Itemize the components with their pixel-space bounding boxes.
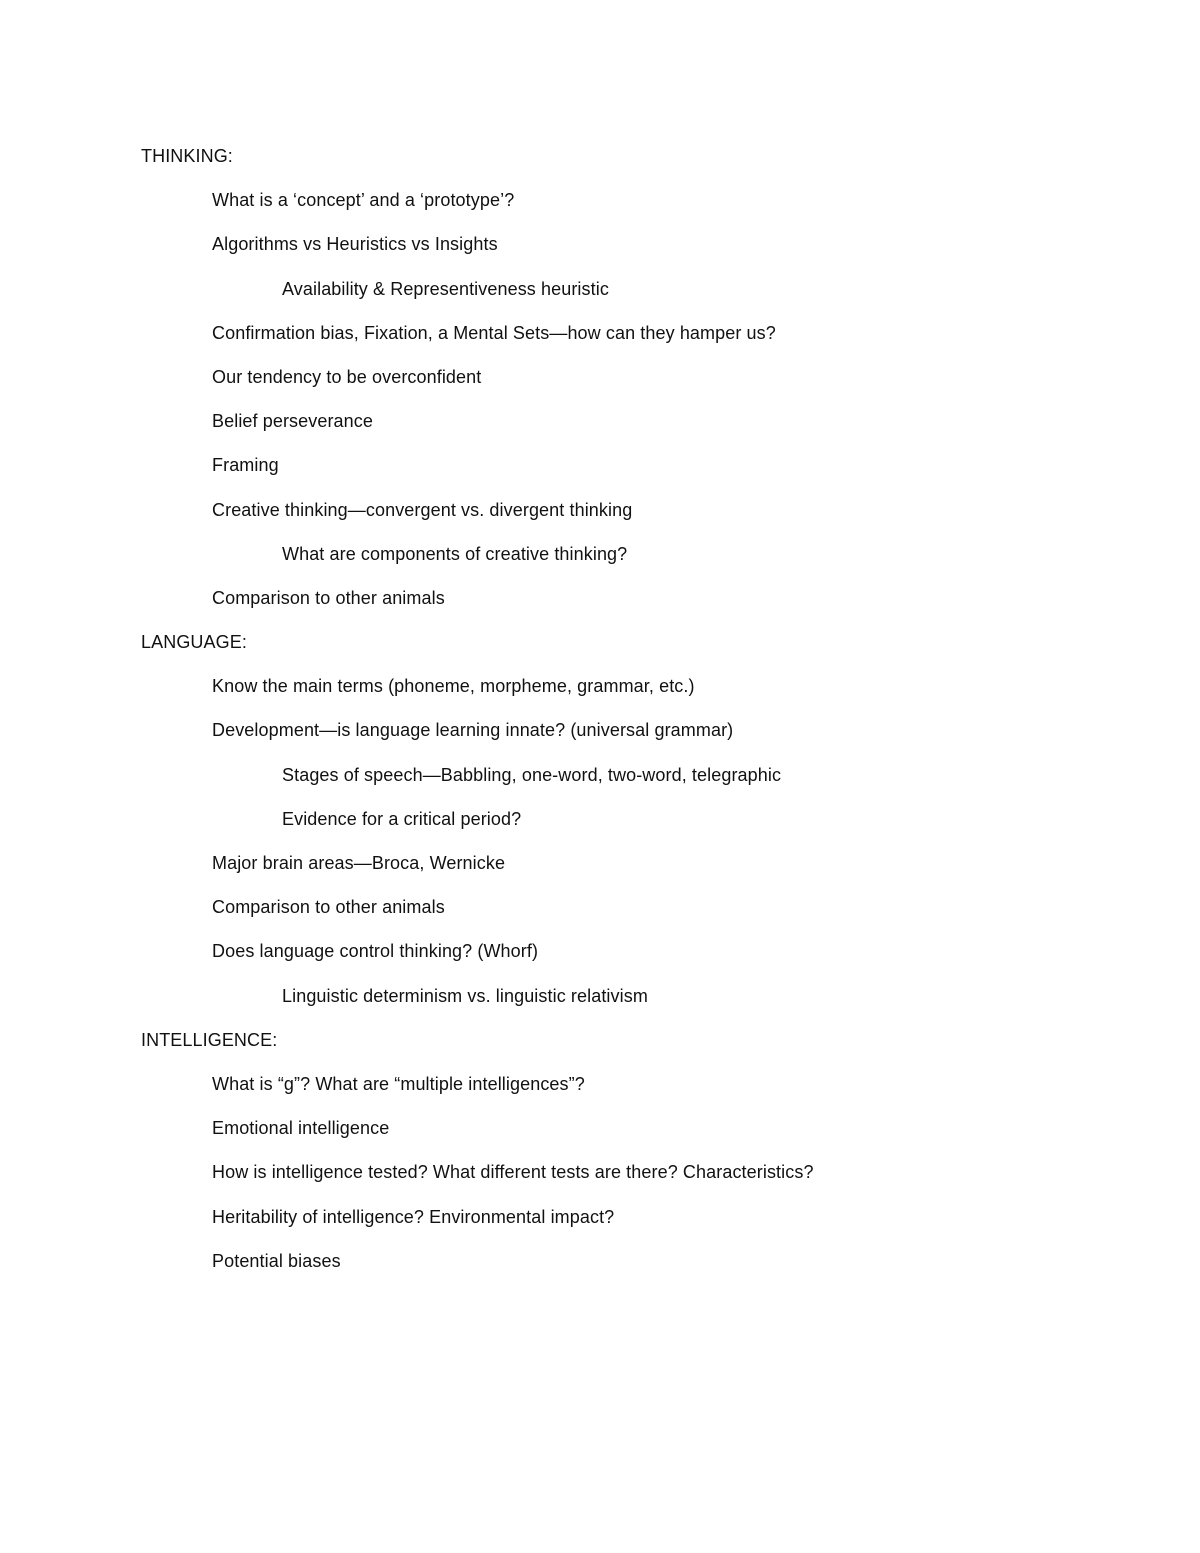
outline-subitem: What are components of creative thinking?: [282, 543, 628, 564]
outline-item: Emotional intelligence: [212, 1118, 390, 1139]
section-heading-language: LANGUAGE:: [141, 632, 247, 653]
outline-subitem: Evidence for a critical period?: [282, 808, 522, 829]
outline-item: Creative thinking—convergent vs. divergent thinking: [212, 499, 633, 520]
section-heading-thinking: THINKING:: [141, 146, 233, 166]
outline-item: What is “g”? What are “multiple intelligences”?: [212, 1073, 585, 1094]
outline-subitem: Availability & Representiveness heuristic: [282, 278, 609, 299]
outline-subitem: Stages of speech—Babbling, one-word, two-word, telegraphic: [282, 764, 782, 785]
document-body: [141, 145, 1101, 1294]
outline-item: Know the main terms (phoneme, morpheme, grammar, etc.): [212, 676, 695, 697]
outline-subitem: Linguistic determinism vs. linguistic relativism: [282, 985, 648, 1006]
outline-item: Belief perseverance: [212, 411, 373, 432]
outline-item: Comparison to other animals: [212, 897, 445, 918]
outline-item: Framing: [212, 455, 279, 476]
outline-item: Development—is language learning innate? (universal grammar): [212, 720, 734, 741]
outline-item: Heritability of intelligence? Environmental impact?: [212, 1206, 615, 1227]
outline-item: How is intelligence tested? What different tests are there? Characteristics?: [212, 1162, 814, 1183]
outline-item: Our tendency to be overconfident: [212, 366, 482, 387]
outline-item: Algorithms vs Heuristics vs Insights: [212, 234, 498, 255]
outline-item: What is a ‘concept’ and a ‘prototype’?: [212, 190, 515, 211]
outline-item: Confirmation bias, Fixation, a Mental Sets—how can they hamper us?: [212, 322, 776, 343]
outline-item: Potential biases: [212, 1250, 341, 1271]
outline-item: Comparison to other animals: [212, 587, 445, 608]
outline-item: Does language control thinking? (Whorf): [212, 941, 539, 962]
section-heading-intelligence: INTELLIGENCE:: [141, 1029, 278, 1050]
outline-item: Major brain areas—Broca, Wernicke: [212, 853, 506, 873]
